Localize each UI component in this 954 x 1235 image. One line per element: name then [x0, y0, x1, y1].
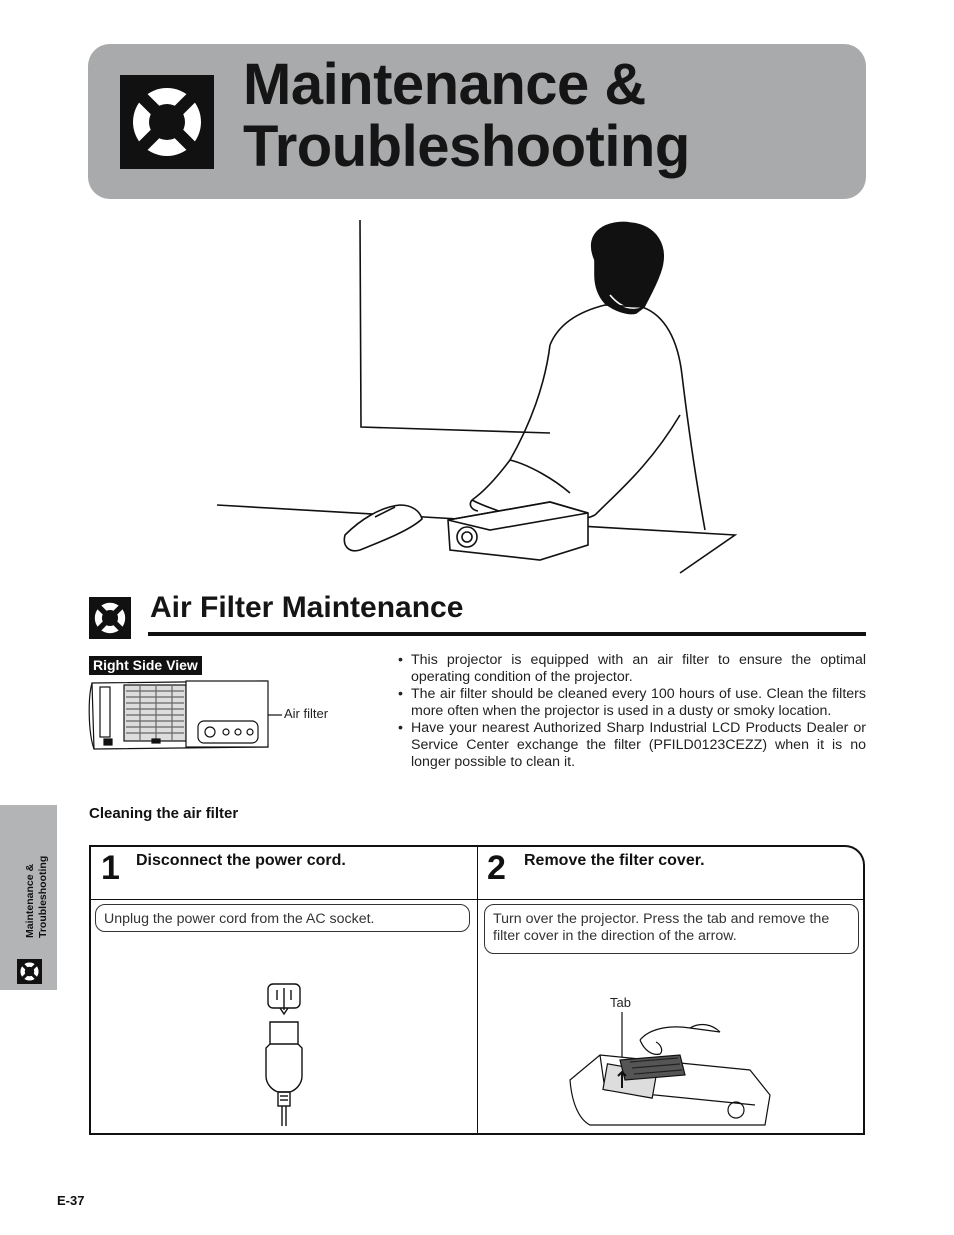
- person-cleaning-projector-illustration: [210, 215, 740, 577]
- page-title-line2: Troubleshooting: [243, 114, 690, 179]
- page-number: E-37: [57, 1193, 85, 1208]
- lifebuoy-icon: [17, 959, 42, 984]
- section-divider: [148, 632, 866, 636]
- filter-cover-illustration: [560, 1010, 780, 1130]
- lifebuoy-icon: [120, 75, 214, 169]
- air-filter-callout: Air filter: [284, 706, 329, 721]
- side-tab-label: [2, 808, 54, 948]
- list-item: • This projector is equipped with an air filter to ensure the optimal operating condition of the projector.: [396, 652, 866, 686]
- side-tab-line2: Troubleshooting: [37, 855, 49, 938]
- step-title: Disconnect the power cord.: [136, 852, 346, 869]
- step-description: Unplug the power cord from the AC socket.: [95, 904, 470, 932]
- section-title: Air Filter Maintenance: [150, 591, 464, 624]
- lifebuoy-icon: [89, 597, 131, 639]
- subsection-heading: Cleaning the air filter: [89, 805, 239, 822]
- power-plug-illustration: [250, 980, 320, 1128]
- step-title: Remove the filter cover.: [524, 852, 705, 869]
- page-title-line1: Maintenance &: [243, 52, 646, 117]
- step-description: Turn over the projector. Press the tab and remove the filter cover in the direction of the arrow.: [484, 904, 859, 954]
- list-item: • The air filter should be cleaned every 100 hours of use. Clean the filters more often when the projector is used in a dusty or smoky location.: [396, 686, 866, 720]
- steps-divider: [477, 846, 478, 1135]
- side-tab-line1: Maintenance &: [24, 863, 36, 938]
- right-side-view-label: Right Side View: [89, 656, 202, 675]
- tab-callout: Tab: [610, 995, 631, 1010]
- bullet-list: [396, 652, 866, 771]
- page-title: [243, 54, 843, 178]
- step-number: 2: [487, 849, 506, 887]
- step-number: 1: [101, 849, 120, 887]
- list-item: • Have your nearest Authorized Sharp Industrial LCD Products Dealer or Service Center exchange the filter (PFILD0123CEZZ) when it is no longer possible to clean it.: [396, 720, 866, 771]
- steps-header-rule: [90, 899, 864, 900]
